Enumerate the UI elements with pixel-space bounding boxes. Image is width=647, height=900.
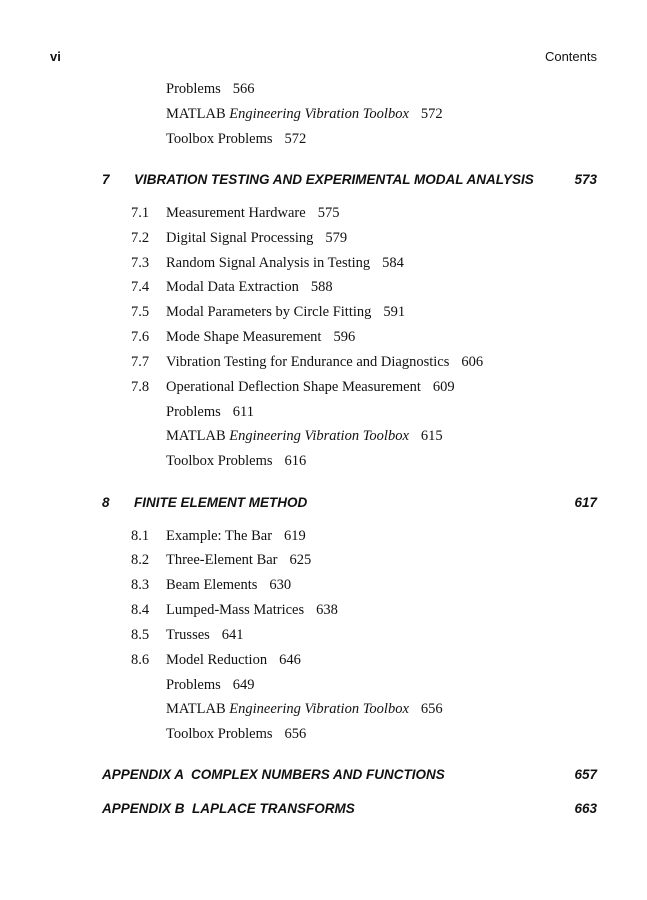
section-title: Random Signal Analysis in Testing <box>166 255 371 271</box>
section-page: 630 <box>269 577 292 593</box>
toc-section[interactable] <box>0 302 647 322</box>
section-title: Modal Parameters by Circle Fitting <box>166 304 372 320</box>
section-page: 638 <box>316 602 338 618</box>
section-number: 7.7 <box>131 354 150 370</box>
section-number: 7.3 <box>131 255 150 271</box>
section-title: Operational Deflection Shape Measurement <box>166 379 421 395</box>
section-title: Lumped-Mass Matrices <box>166 602 305 618</box>
section-number: 7.1 <box>131 205 150 221</box>
section-title: Three-Element Bar <box>166 552 278 568</box>
appendix-title: APPENDIX A COMPLEX NUMBERS AND FUNCTIONS <box>102 767 445 782</box>
entry-title-prefix: MATLAB <box>166 106 230 122</box>
section-title: Modal Data Extraction <box>166 279 299 295</box>
section-page: 575 <box>317 205 340 221</box>
chapter-page: 573 <box>574 172 597 187</box>
entry-page: 615 <box>420 428 443 444</box>
entry-title-italic: Engineering Vibration Toolbox <box>229 428 409 444</box>
section-title: Measurement Hardware <box>166 205 306 221</box>
toc-entry[interactable] <box>0 129 647 149</box>
section-page: 641 <box>221 627 244 643</box>
entry-title: Toolbox Problems <box>166 131 273 147</box>
entry-page: 572 <box>420 106 443 122</box>
section-page: 625 <box>289 552 312 568</box>
entry-title: Problems <box>166 404 221 420</box>
section-title: Example: The Bar <box>166 528 273 544</box>
chapter-page: 617 <box>574 495 597 510</box>
section-title: Trusses <box>166 627 210 643</box>
entry-title-italic: Engineering Vibration Toolbox <box>229 106 409 122</box>
toc-section[interactable] <box>0 377 647 397</box>
entry-title-prefix: MATLAB <box>166 701 230 717</box>
entry-title: Problems <box>166 677 221 693</box>
appendix-page: 663 <box>574 801 597 816</box>
section-page: 579 <box>325 230 348 246</box>
section-number: 7.5 <box>131 304 150 320</box>
section-number: 8.2 <box>131 552 150 568</box>
section-title: Digital Signal Processing <box>166 230 314 246</box>
section-page: 591 <box>383 304 406 320</box>
entry-page: 611 <box>232 404 254 420</box>
chapter-heading[interactable] <box>0 492 647 514</box>
toc-entry[interactable] <box>0 724 647 744</box>
toc-entry[interactable] <box>0 104 647 124</box>
chapter-heading[interactable] <box>0 169 647 191</box>
chapter-title: VIBRATION TESTING AND EXPERIMENTAL MODAL ANALYSIS <box>134 172 534 187</box>
toc-section[interactable] <box>0 625 647 645</box>
appendix-page: 657 <box>574 767 597 782</box>
chapter-number: 7 <box>102 172 110 187</box>
section-number: 7.4 <box>131 279 150 295</box>
chapter-title: FINITE ELEMENT METHOD <box>134 495 308 510</box>
toc-section[interactable] <box>0 575 647 595</box>
running-title: Contents <box>544 49 597 64</box>
toc-section[interactable] <box>0 352 647 372</box>
chapter-number: 8 <box>102 495 110 510</box>
entry-page: 616 <box>284 453 307 469</box>
toc-section[interactable] <box>0 277 647 297</box>
section-page: 619 <box>284 528 306 544</box>
entry-title-prefix: MATLAB <box>166 428 230 444</box>
section-number: 7.8 <box>131 379 150 395</box>
section-number: 7.2 <box>131 230 150 246</box>
toc-section[interactable] <box>0 600 647 620</box>
toc-entry[interactable] <box>0 402 647 422</box>
section-title: Mode Shape Measurement <box>166 329 322 345</box>
toc-section[interactable] <box>0 526 647 546</box>
entry-title: Toolbox Problems <box>166 453 273 469</box>
entry-page: 649 <box>232 677 255 693</box>
section-number: 8.5 <box>131 627 150 643</box>
section-number: 8.4 <box>131 602 150 618</box>
section-number: 8.1 <box>131 528 150 544</box>
entry-title-italic: Engineering Vibration Toolbox <box>229 701 409 717</box>
section-number: 8.3 <box>131 577 150 593</box>
section-number: 7.6 <box>131 329 150 345</box>
section-page: 584 <box>382 255 404 271</box>
section-page: 646 <box>279 652 301 668</box>
entry-page: 656 <box>284 726 307 742</box>
section-title: Vibration Testing for Endurance and Diagnostics <box>166 354 450 370</box>
toc-entry[interactable] <box>0 426 647 446</box>
toc-section[interactable] <box>0 203 647 223</box>
appendix-title: APPENDIX B LAPLACE TRANSFORMS <box>102 801 355 816</box>
section-page: 609 <box>432 379 455 395</box>
section-page: 588 <box>310 279 333 295</box>
toc-section[interactable] <box>0 550 647 570</box>
entry-title: Problems <box>166 81 221 97</box>
entry-page: 572 <box>284 131 307 147</box>
toc-section[interactable] <box>0 253 647 273</box>
toc-section[interactable] <box>0 650 647 670</box>
toc-entry[interactable] <box>0 675 647 695</box>
toc-section[interactable] <box>0 327 647 347</box>
toc-entry[interactable] <box>0 79 647 99</box>
section-title: Beam Elements <box>166 577 258 593</box>
section-title: Model Reduction <box>166 652 268 668</box>
toc-entry[interactable] <box>0 451 647 471</box>
section-number: 8.6 <box>131 652 150 668</box>
entry-title: Toolbox Problems <box>166 726 273 742</box>
toc-entry[interactable] <box>0 699 647 719</box>
appendix-heading[interactable] <box>0 798 647 820</box>
appendix-heading[interactable] <box>0 764 647 786</box>
section-page: 596 <box>333 329 356 345</box>
toc-section[interactable] <box>0 228 647 248</box>
section-page: 606 <box>461 354 484 370</box>
entry-page: 656 <box>420 701 443 717</box>
entry-page: 566 <box>232 81 255 97</box>
page-folio: vi <box>50 49 61 64</box>
